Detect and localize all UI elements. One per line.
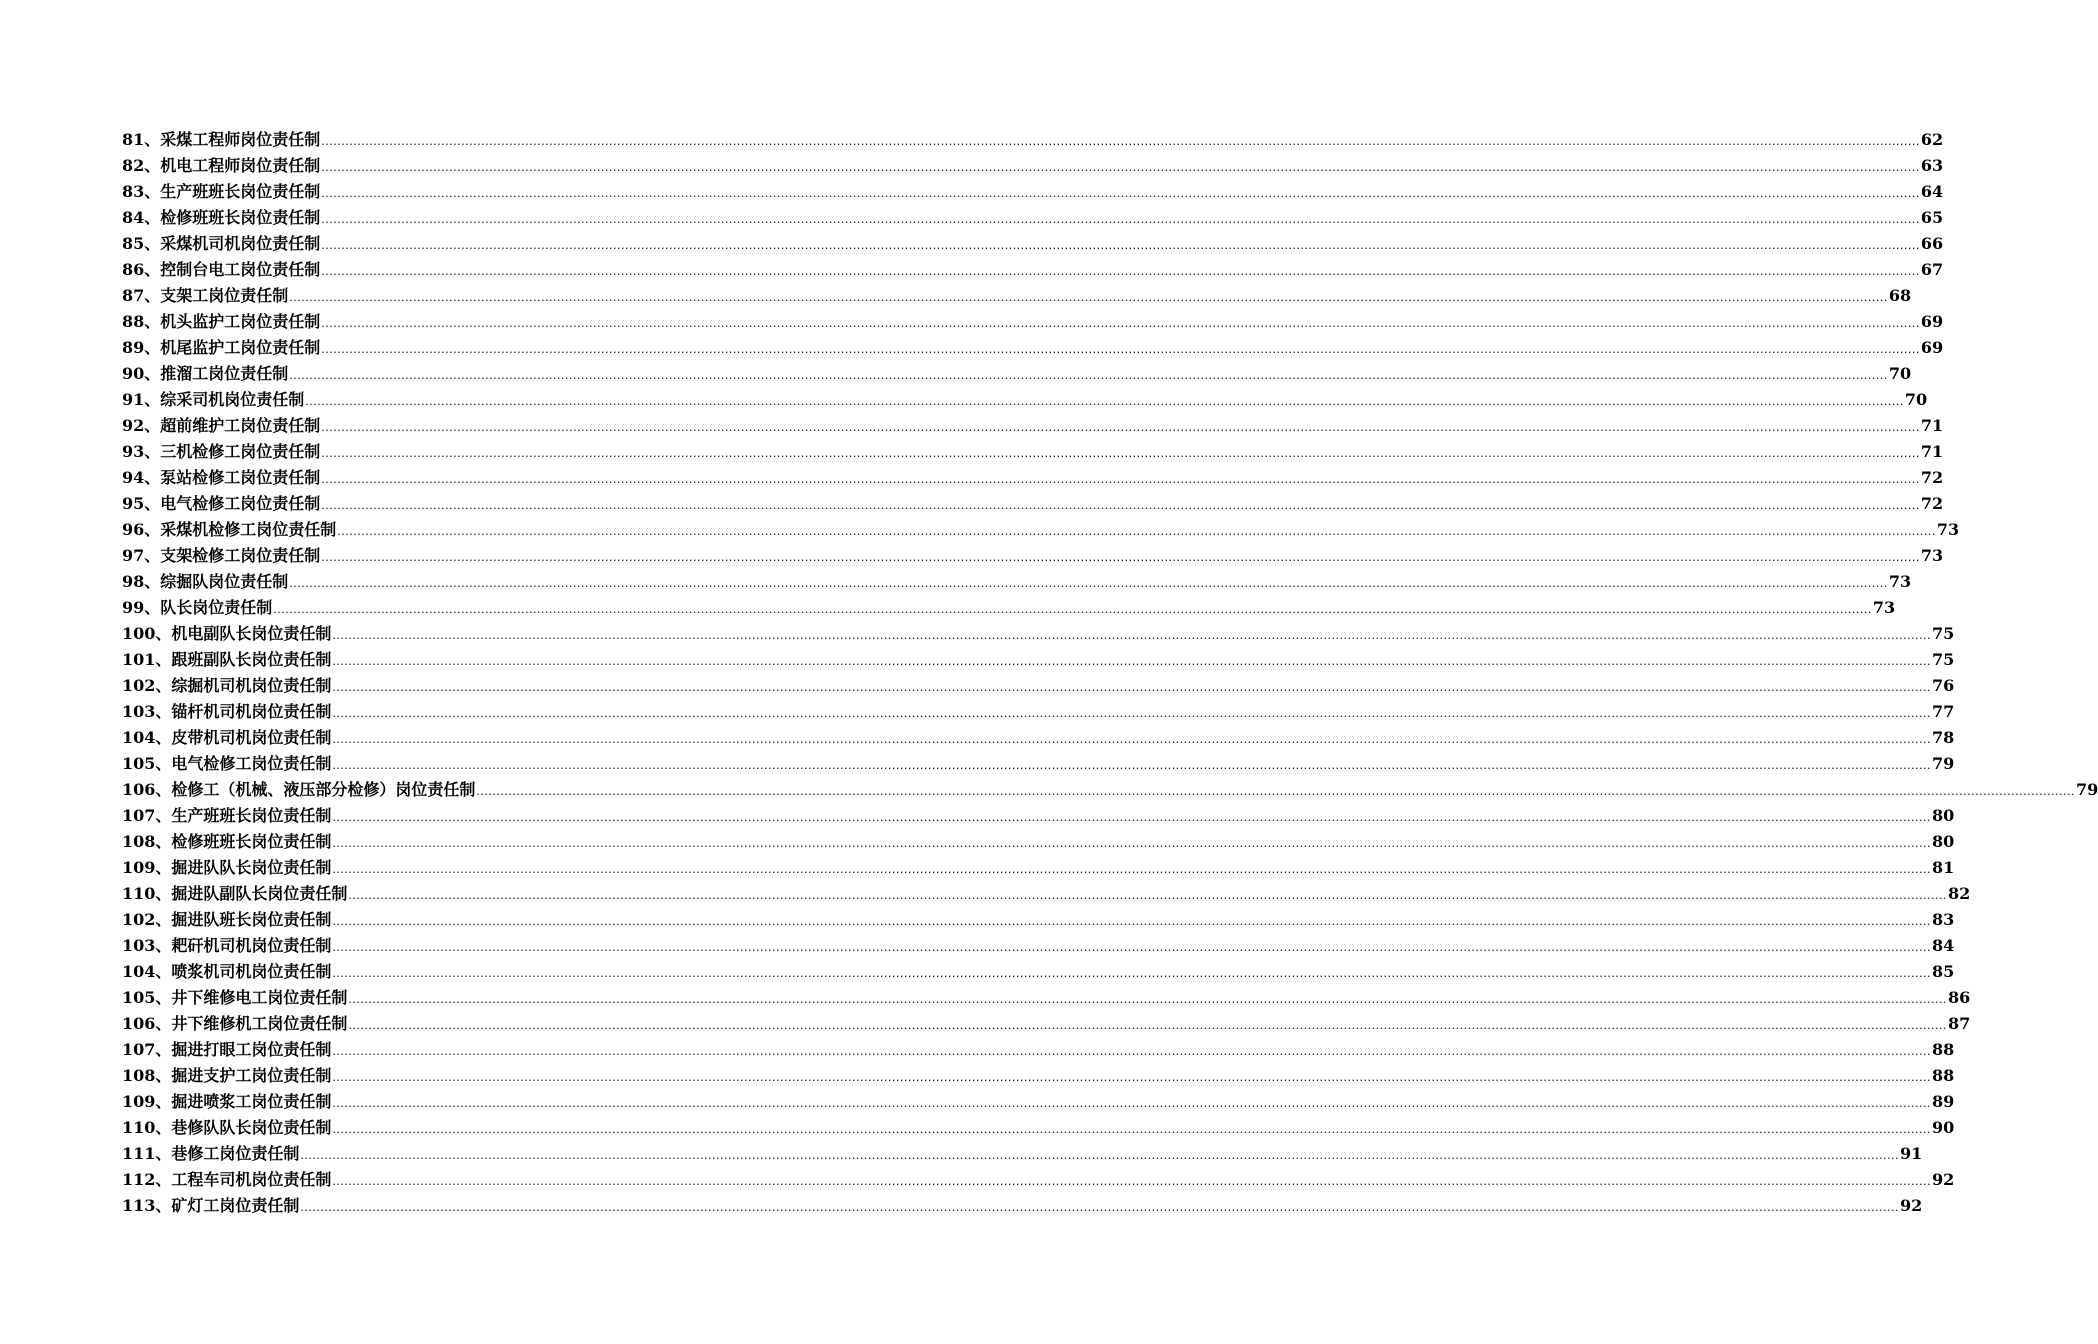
toc-page-number: 81	[1932, 858, 1955, 877]
toc-entry[interactable]	[122, 1167, 1955, 1193]
toc-page-number: 72	[1920, 494, 1944, 513]
toc-entry-title: 106、检修工（机械、液压部分检修）岗位责任制	[122, 780, 476, 799]
toc-dot-leader: ................................................................................................................................................................................................................................................................................................................................................................................................................	[332, 811, 1932, 824]
toc-entry-title: 102、掘进队班长岗位责任制	[122, 910, 332, 929]
toc-page-number: 73	[1936, 520, 1960, 539]
toc-entry[interactable]	[122, 413, 1944, 439]
toc-entry-title: 105、井下维修电工岗位责任制	[122, 988, 348, 1007]
toc-dot-leader: ................................................................................................................................................................................................................................................................................................................................................................................................................	[321, 499, 1920, 512]
toc-dot-leader: ................................................................................................................................................................................................................................................................................................................................................................................................................	[332, 1097, 1932, 1110]
toc-page-number: 68	[1888, 286, 1912, 305]
toc-entry-title: 108、检修班班长岗位责任制	[122, 832, 332, 851]
toc-page-number: 76	[1932, 676, 1955, 695]
toc-dot-leader: ................................................................................................................................................................................................................................................................................................................................................................................................................	[289, 291, 1888, 304]
toc-dot-leader: ................................................................................................................................................................................................................................................................................................................................................................................................................	[332, 863, 1932, 876]
toc-entry-title: 89、机尾监护工岗位责任制	[122, 338, 321, 357]
toc-entry-title: 113、矿灯工岗位责任制	[122, 1196, 300, 1215]
toc-entry-title: 110、掘进队副队长岗位责任制	[122, 884, 348, 903]
toc-dot-leader: ................................................................................................................................................................................................................................................................................................................................................................................................................	[321, 473, 1920, 486]
toc-page-number: 73	[1872, 598, 1896, 617]
toc-entry-title: 101、跟班副队长岗位责任制	[122, 650, 332, 669]
toc-entry[interactable]	[122, 621, 1955, 647]
toc-dot-leader: ................................................................................................................................................................................................................................................................................................................................................................................................................	[321, 265, 1920, 278]
toc-page-number: 73	[1920, 546, 1944, 565]
toc-entry-title: 107、掘进打眼工岗位责任制	[122, 1040, 332, 1059]
toc-entry-title: 104、皮带机司机岗位责任制	[122, 728, 332, 747]
toc-page-number: 78	[1932, 728, 1955, 747]
toc-entry-title: 85、采煤机司机岗位责任制	[122, 234, 321, 253]
toc-entry[interactable]	[122, 569, 1912, 595]
toc-entry-title: 112、工程车司机岗位责任制	[122, 1170, 332, 1189]
toc-entry-title: 98、综掘队岗位责任制	[122, 572, 289, 591]
toc-dot-leader: ................................................................................................................................................................................................................................................................................................................................................................................................................	[348, 993, 1948, 1006]
toc-dot-leader: ................................................................................................................................................................................................................................................................................................................................................................................................................	[332, 707, 1932, 720]
toc-page-number: 80	[1932, 806, 1955, 825]
toc-entry-title: 110、巷修队队长岗位责任制	[122, 1118, 332, 1137]
toc-entry-title: 82、机电工程师岗位责任制	[122, 156, 321, 175]
toc-entry-title: 94、泵站检修工岗位责任制	[122, 468, 321, 487]
toc-page-number: 73	[1888, 572, 1912, 591]
toc-entry-title: 88、机头监护工岗位责任制	[122, 312, 321, 331]
toc-entry-title: 97、支架检修工岗位责任制	[122, 546, 321, 565]
toc-dot-leader: ................................................................................................................................................................................................................................................................................................................................................................................................................	[321, 161, 1920, 174]
toc-entry-title: 102、综掘机司机岗位责任制	[122, 676, 332, 695]
toc-dot-leader: ................................................................................................................................................................................................................................................................................................................................................................................................................	[332, 733, 1932, 746]
toc-dot-leader: ................................................................................................................................................................................................................................................................................................................................................................................................................	[332, 759, 1932, 772]
toc-entry[interactable]	[122, 1011, 1971, 1037]
toc-entry-title: 93、三机检修工岗位责任制	[122, 442, 321, 461]
toc-entry[interactable]	[122, 205, 1944, 231]
toc-page-number: 80	[1932, 832, 1955, 851]
toc-page-number: 87	[1948, 1014, 1971, 1033]
toc-entry-title: 81、采煤工程师岗位责任制	[122, 130, 321, 149]
toc-entry-title: 108、掘进支护工岗位责任制	[122, 1066, 332, 1085]
toc-entry[interactable]	[122, 361, 1912, 387]
toc-page-number: 84	[1932, 936, 1955, 955]
toc-entry-title: 86、控制台电工岗位责任制	[122, 260, 321, 279]
toc-page-number: 64	[1920, 182, 1944, 201]
toc-entry[interactable]	[122, 465, 1944, 491]
toc-dot-leader: ................................................................................................................................................................................................................................................................................................................................................................................................................	[321, 421, 1920, 434]
toc-page-number: 85	[1932, 962, 1955, 981]
toc-entry[interactable]	[122, 595, 1896, 621]
toc-entry-title: 84、检修班班长岗位责任制	[122, 208, 321, 227]
toc-page-number: 71	[1920, 442, 1944, 461]
toc-entry[interactable]	[122, 829, 1955, 855]
toc-entry-title: 111、巷修工岗位责任制	[122, 1144, 300, 1163]
toc-page-number: 69	[1920, 338, 1944, 357]
toc-page-number: 75	[1932, 650, 1955, 669]
toc-dot-leader: ................................................................................................................................................................................................................................................................................................................................................................................................................	[348, 1019, 1948, 1032]
toc-entry-title: 103、耙矸机司机岗位责任制	[122, 936, 332, 955]
toc-entry-title: 96、采煤机检修工岗位责任制	[122, 520, 337, 539]
toc-dot-leader: ................................................................................................................................................................................................................................................................................................................................................................................................................	[289, 577, 1888, 590]
toc-entry[interactable]	[122, 179, 1944, 205]
toc-page-number: 83	[1932, 910, 1955, 929]
toc-page-number: 88	[1932, 1066, 1955, 1085]
toc-dot-leader: ................................................................................................................................................................................................................................................................................................................................................................................................................	[332, 1123, 1932, 1136]
toc-entry[interactable]	[122, 647, 1955, 673]
toc-page-number: 70	[1904, 390, 1928, 409]
toc-dot-leader: ................................................................................................................................................................................................................................................................................................................................................................................................................	[332, 967, 1932, 980]
toc-entry[interactable]	[122, 1063, 1955, 1089]
toc-entry[interactable]	[122, 1089, 1955, 1115]
toc-entry[interactable]	[122, 725, 1955, 751]
toc-page-number: 79	[1932, 754, 1955, 773]
toc-entry-title: 109、掘进喷浆工岗位责任制	[122, 1092, 332, 1111]
toc-dot-leader: ................................................................................................................................................................................................................................................................................................................................................................................................................	[332, 1175, 1932, 1188]
toc-page-number: 89	[1932, 1092, 1955, 1111]
toc-dot-leader: ................................................................................................................................................................................................................................................................................................................................................................................................................	[289, 369, 1888, 382]
toc-dot-leader: ................................................................................................................................................................................................................................................................................................................................................................................................................	[332, 915, 1932, 928]
toc-entry[interactable]	[122, 1193, 1923, 1219]
toc-entry[interactable]	[122, 283, 1912, 309]
toc-page-number: 79	[2076, 780, 2098, 799]
toc-entry[interactable]	[122, 1037, 1955, 1063]
toc-dot-leader: ................................................................................................................................................................................................................................................................................................................................................................................................................	[273, 603, 1872, 616]
toc-dot-leader: ................................................................................................................................................................................................................................................................................................................................................................................................................	[321, 135, 1920, 148]
toc-page-number: 88	[1932, 1040, 1955, 1059]
toc-entry[interactable]	[122, 751, 1955, 777]
toc-entry[interactable]	[122, 543, 1944, 569]
toc-entry-title: 106、井下维修机工岗位责任制	[122, 1014, 348, 1033]
toc-dot-leader: ................................................................................................................................................................................................................................................................................................................................................................................................................	[332, 1045, 1932, 1058]
toc-page-number: 67	[1920, 260, 1944, 279]
toc-entry-title: 90、推溜工岗位责任制	[122, 364, 289, 383]
toc-entry[interactable]	[122, 907, 1955, 933]
toc-entry-title: 105、电气检修工岗位责任制	[122, 754, 332, 773]
toc-entry-title: 91、综采司机岗位责任制	[122, 390, 305, 409]
toc-entry[interactable]	[122, 959, 1955, 985]
toc-page-number: 72	[1920, 468, 1944, 487]
toc-entry-title: 95、电气检修工岗位责任制	[122, 494, 321, 513]
toc-page-number: 71	[1920, 416, 1944, 435]
toc-page-number: 69	[1920, 312, 1944, 331]
toc-entry-title: 100、机电副队长岗位责任制	[122, 624, 332, 643]
toc-dot-leader: ................................................................................................................................................................................................................................................................................................................................................................................................................	[476, 785, 2076, 798]
toc-entry[interactable]	[122, 673, 1955, 699]
toc-dot-leader: ................................................................................................................................................................................................................................................................................................................................................................................................................	[321, 239, 1920, 252]
toc-entry[interactable]	[122, 985, 1971, 1011]
toc-entry-title: 83、生产班班长岗位责任制	[122, 182, 321, 201]
table-of-contents	[122, 127, 2098, 1219]
toc-entry[interactable]	[122, 803, 1955, 829]
toc-entry[interactable]	[122, 309, 1944, 335]
toc-dot-leader: ................................................................................................................................................................................................................................................................................................................................................................................................................	[332, 655, 1932, 668]
toc-dot-leader: ................................................................................................................................................................................................................................................................................................................................................................................................................	[300, 1201, 1900, 1214]
toc-entry-title: 87、支架工岗位责任制	[122, 286, 289, 305]
toc-page-number: 86	[1948, 988, 1971, 1007]
toc-page-number: 65	[1920, 208, 1944, 227]
toc-entry[interactable]	[122, 933, 1955, 959]
toc-entry[interactable]	[122, 855, 1955, 881]
toc-entry[interactable]	[122, 231, 1944, 257]
toc-entry[interactable]	[122, 335, 1944, 361]
toc-page-number: 82	[1948, 884, 1971, 903]
toc-entry[interactable]	[122, 257, 1944, 283]
toc-dot-leader: ................................................................................................................................................................................................................................................................................................................................................................................................................	[305, 395, 1904, 408]
toc-entry[interactable]	[122, 153, 1944, 179]
toc-dot-leader: ................................................................................................................................................................................................................................................................................................................................................................................................................	[332, 629, 1932, 642]
toc-page-number: 75	[1932, 624, 1955, 643]
toc-page-number: 63	[1920, 156, 1944, 175]
toc-dot-leader: ................................................................................................................................................................................................................................................................................................................................................................................................................	[348, 889, 1948, 902]
toc-entry-title: 109、掘进队队长岗位责任制	[122, 858, 332, 877]
toc-page-number: 66	[1920, 234, 1944, 253]
toc-entry[interactable]	[122, 127, 1944, 153]
toc-dot-leader: ................................................................................................................................................................................................................................................................................................................................................................................................................	[321, 343, 1920, 356]
toc-dot-leader: ................................................................................................................................................................................................................................................................................................................................................................................................................	[321, 187, 1920, 200]
toc-entry[interactable]	[122, 517, 1960, 543]
toc-dot-leader: ................................................................................................................................................................................................................................................................................................................................................................................................................	[321, 447, 1920, 460]
toc-entry[interactable]	[122, 1115, 1955, 1141]
toc-entry-title: 92、超前维护工岗位责任制	[122, 416, 321, 435]
toc-entry-title: 107、生产班班长岗位责任制	[122, 806, 332, 825]
toc-dot-leader: ................................................................................................................................................................................................................................................................................................................................................................................................................	[337, 525, 1936, 538]
toc-page-number: 77	[1932, 702, 1955, 721]
toc-entry-title: 104、喷浆机司机岗位责任制	[122, 962, 332, 981]
toc-entry[interactable]	[122, 491, 1944, 517]
toc-dot-leader: ................................................................................................................................................................................................................................................................................................................................................................................................................	[300, 1149, 1900, 1162]
toc-page-number: 91	[1900, 1144, 1923, 1163]
toc-entry[interactable]	[122, 1141, 1923, 1167]
toc-dot-leader: ................................................................................................................................................................................................................................................................................................................................................................................................................	[332, 1071, 1932, 1084]
toc-page-number: 92	[1900, 1196, 1923, 1215]
toc-page-number: 90	[1932, 1118, 1955, 1137]
toc-entry-title: 99、队长岗位责任制	[122, 598, 273, 617]
toc-entry[interactable]	[122, 439, 1944, 465]
toc-dot-leader: ................................................................................................................................................................................................................................................................................................................................................................................................................	[332, 941, 1932, 954]
toc-dot-leader: ................................................................................................................................................................................................................................................................................................................................................................................................................	[321, 317, 1920, 330]
toc-page-number: 62	[1920, 130, 1944, 149]
toc-dot-leader: ................................................................................................................................................................................................................................................................................................................................................................................................................	[332, 837, 1932, 850]
toc-dot-leader: ................................................................................................................................................................................................................................................................................................................................................................................................................	[321, 213, 1920, 226]
toc-dot-leader: ................................................................................................................................................................................................................................................................................................................................................................................................................	[321, 551, 1920, 564]
toc-entry[interactable]	[122, 777, 2098, 803]
toc-entry[interactable]	[122, 387, 1928, 413]
toc-page-number: 70	[1888, 364, 1912, 383]
toc-entry[interactable]	[122, 881, 1971, 907]
toc-dot-leader: ................................................................................................................................................................................................................................................................................................................................................................................................................	[332, 681, 1932, 694]
toc-entry-title: 103、锚杆机司机岗位责任制	[122, 702, 332, 721]
toc-page-number: 92	[1932, 1170, 1955, 1189]
toc-entry[interactable]	[122, 699, 1955, 725]
